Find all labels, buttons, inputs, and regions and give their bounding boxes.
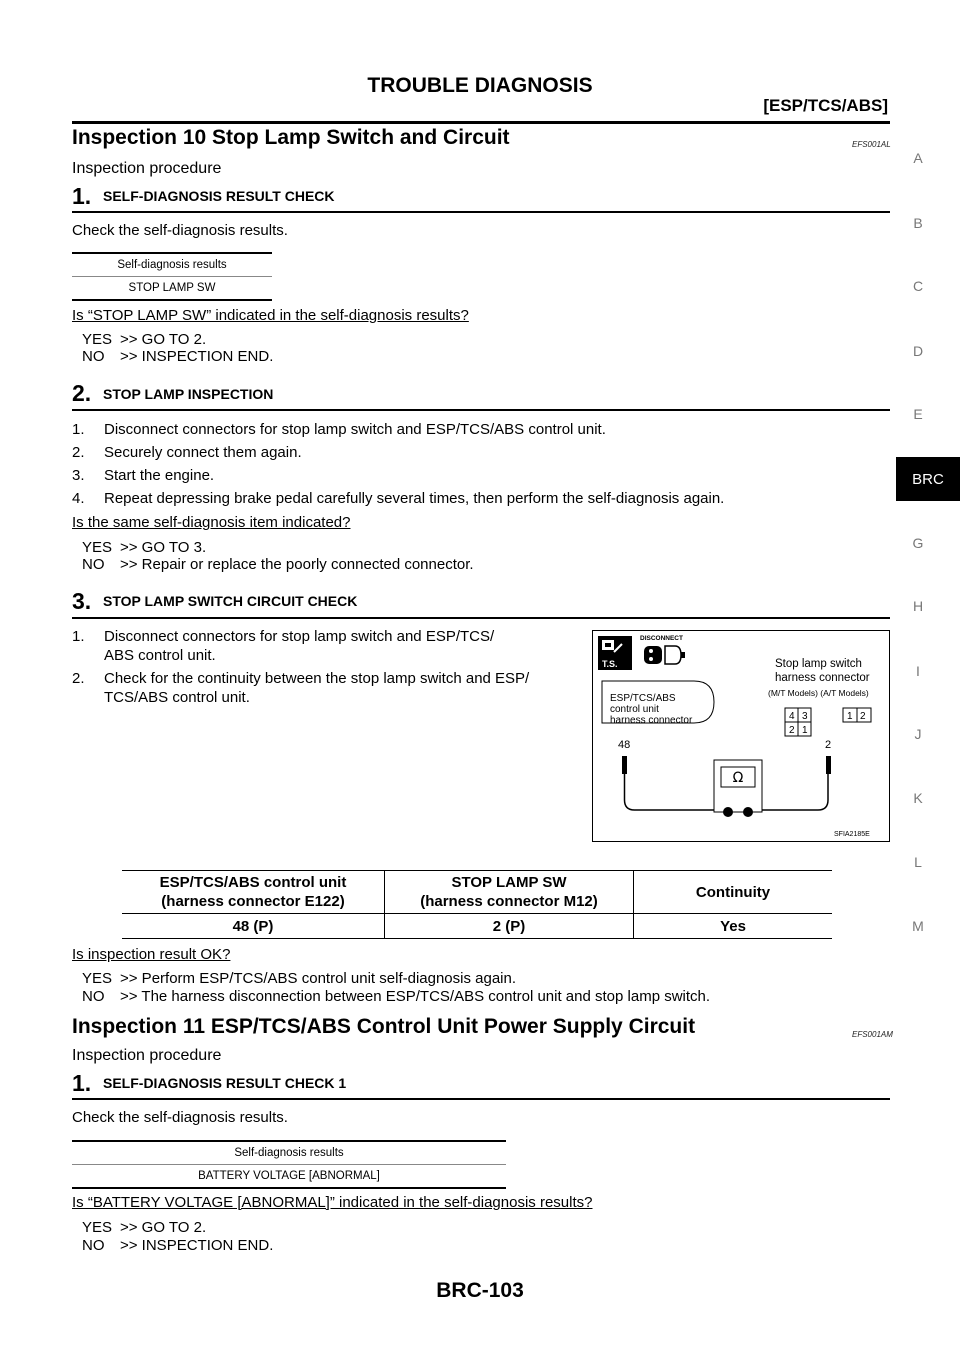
step-title: SELF-DIAGNOSIS RESULT CHECK xyxy=(103,188,335,204)
step-question: Is the same self-diagnosis item indicated? xyxy=(72,514,351,531)
side-index-letter[interactable]: J xyxy=(914,726,922,742)
reference-code: EFS001AM xyxy=(852,1030,893,1039)
table-header: Continuity xyxy=(634,871,833,914)
side-index-letter[interactable]: M xyxy=(912,918,924,934)
stop-lamp-label-2: harness connector xyxy=(775,672,870,684)
stop-lamp-label: Stop lamp switch xyxy=(775,658,862,670)
answer-text: >> GO TO 3. xyxy=(120,539,207,556)
mt-connector xyxy=(785,708,811,736)
answer-key: YES xyxy=(82,331,113,348)
answer-key: YES xyxy=(82,1219,113,1236)
answer-key: NO xyxy=(82,1237,105,1254)
step-number: 1. xyxy=(72,1070,92,1096)
esp-label-3: harness connector xyxy=(610,715,693,726)
answer-text: >> GO TO 2. xyxy=(120,1219,207,1236)
header-line: (harness connector E122) xyxy=(161,893,345,910)
answer-text: >> GO TO 2. xyxy=(120,331,207,348)
reference-code: EFS001AL xyxy=(852,140,891,149)
list-number: 2. xyxy=(72,670,85,687)
pin-2-label: 2 xyxy=(825,739,832,751)
side-index-letter[interactable]: E xyxy=(913,406,923,422)
side-index-letter[interactable]: A xyxy=(913,150,923,166)
ohmmeter-icon xyxy=(714,760,762,817)
step-rule xyxy=(72,617,890,619)
self-diagnosis-table xyxy=(72,1140,506,1189)
answer-yes xyxy=(82,970,516,987)
answer-no xyxy=(82,556,474,573)
table-cell: Yes xyxy=(634,914,833,939)
header-line: ESP/TCS/ABS control unit xyxy=(159,874,347,891)
ts-icon xyxy=(598,636,632,670)
ohm-symbol: Ω xyxy=(732,770,744,786)
side-index-letter[interactable]: C xyxy=(912,278,924,294)
step-question: Is “STOP LAMP SW” indicated in the self-diagnosis results? xyxy=(72,307,469,324)
answer-key: YES xyxy=(82,539,113,556)
table-header: Self-diagnosis results xyxy=(117,259,227,271)
pin-label: 4 xyxy=(789,711,795,722)
pin-label: 2 xyxy=(789,725,795,736)
list-number: 1. xyxy=(72,628,85,645)
page-number: BRC-103 xyxy=(436,1279,524,1302)
side-index-letter[interactable]: L xyxy=(914,854,922,870)
list-item xyxy=(72,444,302,461)
pin-label: 1 xyxy=(802,725,808,736)
at-connector xyxy=(843,708,871,722)
answer-key: NO xyxy=(82,556,105,573)
side-index-letter[interactable]: D xyxy=(912,343,924,359)
list-item xyxy=(72,421,606,438)
answer-yes xyxy=(82,331,206,348)
stop-lamp-circuit-figure xyxy=(592,630,890,842)
answer-no xyxy=(82,988,710,1005)
list-number: 3. xyxy=(72,467,85,484)
table-row xyxy=(122,914,832,939)
side-index-letter[interactable]: K xyxy=(913,790,923,806)
step-title: SELF-DIAGNOSIS RESULT CHECK 1 xyxy=(103,1075,347,1091)
esp-label-1: ESP/TCS/ABS xyxy=(610,693,676,704)
answer-key: YES xyxy=(82,970,113,987)
answer-key: NO xyxy=(82,988,105,1005)
table-header xyxy=(385,871,634,914)
header-line: (harness connector M12) xyxy=(420,893,598,910)
pin-48-label: 48 xyxy=(618,739,631,751)
list-text: Repeat depressing brake pedal carefully several times, then perform the self-diagnosis again. xyxy=(104,490,725,507)
procedure-label: Inspection procedure xyxy=(72,160,222,177)
step-title: STOP LAMP SWITCH CIRCUIT CHECK xyxy=(103,593,358,609)
answer-text: >> Repair or replace the poorly connected connector. xyxy=(120,556,474,573)
list-number: 4. xyxy=(72,490,85,507)
models-label: (M/T Models) (A/T Models) xyxy=(768,688,869,698)
list-text: Start the engine. xyxy=(104,467,215,484)
step-question: Is inspection result OK? xyxy=(72,946,231,963)
section-title: Inspection 11 ESP/TCS/ABS Control Unit Power Supply Circuit xyxy=(72,1015,696,1038)
list-number: 2. xyxy=(72,444,85,461)
header-line: STOP LAMP SW xyxy=(451,874,567,891)
table-cell: 48 (P) xyxy=(122,914,385,939)
list-item xyxy=(72,628,582,645)
step-number: 3. xyxy=(72,588,92,614)
table-cell: STOP LAMP SW xyxy=(72,276,272,299)
list-text: Securely connect them again. xyxy=(104,444,302,461)
side-index-active-tab[interactable]: BRC xyxy=(896,457,960,501)
step-rule xyxy=(72,211,890,213)
step-rule xyxy=(72,1098,890,1100)
step-text: Check the self-diagnosis results. xyxy=(72,1109,288,1126)
list-text: Disconnect connectors for stop lamp switch and ESP/TCS/ABS control unit. xyxy=(104,421,606,438)
side-index-letter[interactable]: I xyxy=(916,663,920,679)
table-cell: BATTERY VOLTAGE [ABNORMAL] xyxy=(72,1164,506,1187)
procedure-label: Inspection procedure xyxy=(72,1047,222,1064)
answer-yes xyxy=(82,1219,206,1236)
pin-label: 1 xyxy=(847,711,853,722)
header-rule xyxy=(72,121,890,124)
answer-text: >> INSPECTION END. xyxy=(120,348,274,365)
list-text-continued: ABS control unit. xyxy=(104,647,216,664)
answer-yes xyxy=(82,539,206,556)
continuity-table xyxy=(122,870,832,939)
step-text: Check the self-diagnosis results. xyxy=(72,222,288,239)
self-diagnosis-table xyxy=(72,252,272,301)
figure-code: SFIA2185E xyxy=(834,831,870,838)
page-header-subtitle: [ESP/TCS/ABS] xyxy=(763,96,888,115)
answer-text: >> Perform ESP/TCS/ABS control unit self-diagnosis again. xyxy=(120,970,517,987)
list-number: 1. xyxy=(72,421,85,438)
side-index-letter[interactable]: G xyxy=(912,535,924,551)
answer-text: >> INSPECTION END. xyxy=(120,1237,274,1254)
answer-text: >> The harness disconnection between ESP/TCS/ABS control unit and stop lamp switch. xyxy=(120,988,711,1005)
list-text: Check for the continuity between the stop lamp switch and ESP/ xyxy=(104,670,530,687)
side-index-letter[interactable]: B xyxy=(913,215,923,231)
answer-no xyxy=(82,1237,273,1254)
step-title: STOP LAMP INSPECTION xyxy=(103,386,274,402)
page-header-title: TROUBLE DIAGNOSIS xyxy=(367,74,593,97)
list-item xyxy=(72,490,724,507)
answer-key: NO xyxy=(82,348,105,365)
list-item xyxy=(72,670,582,687)
step-question: Is “BATTERY VOLTAGE [ABNORMAL]” indicated in the self-diagnosis results? xyxy=(72,1194,593,1211)
list-text: Disconnect connectors for stop lamp switch and ESP/TCS/ xyxy=(104,628,495,645)
list-item xyxy=(72,467,214,484)
answer-no xyxy=(82,348,273,365)
step-number: 1. xyxy=(72,183,92,209)
step-number: 2. xyxy=(72,380,92,406)
table-cell: 2 (P) xyxy=(385,914,634,939)
section-title: Inspection 10 Stop Lamp Switch and Circuit xyxy=(72,126,510,149)
table-header xyxy=(122,871,385,914)
table-header: Self-diagnosis results xyxy=(234,1147,344,1159)
disconnect-label: DISCONNECT xyxy=(640,635,683,642)
pin-label: 2 xyxy=(860,711,866,722)
pin-label: 3 xyxy=(802,711,808,722)
side-index-letter[interactable]: H xyxy=(912,598,924,614)
ts-label: T.S. xyxy=(602,659,618,669)
esp-label-2: control unit xyxy=(610,704,659,715)
step-rule xyxy=(72,409,890,411)
list-text-continued: TCS/ABS control unit. xyxy=(104,689,250,706)
